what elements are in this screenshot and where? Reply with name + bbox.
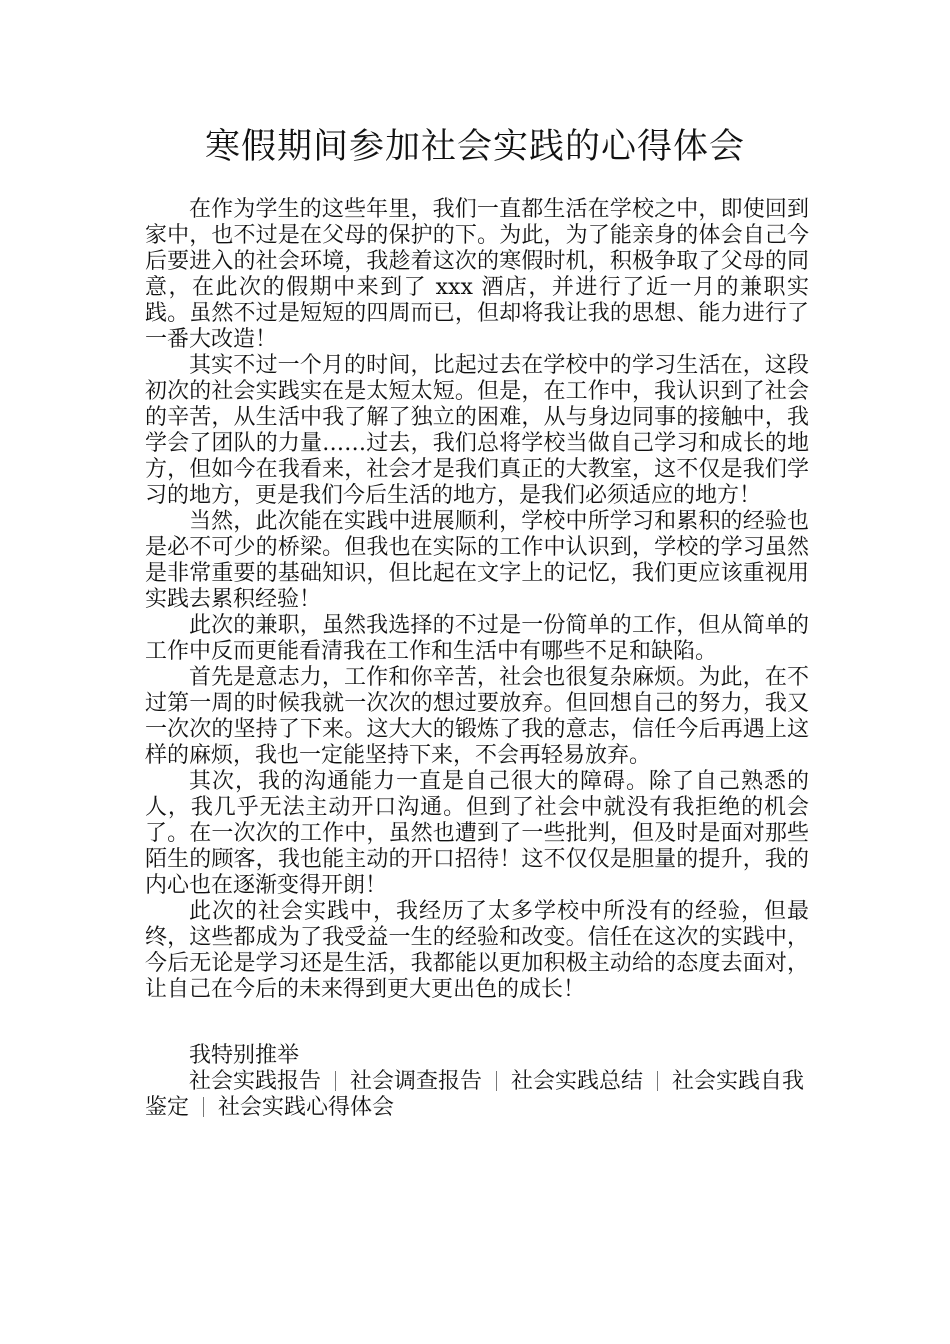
link-social-practice-reflections[interactable]: 社会实践心得体会 <box>218 1095 395 1120</box>
link-separator <box>657 1071 658 1091</box>
paragraph: 此次的社会实践中，我经历了太多学校中所没有的经验，但最终，这些都成为了我受益一生的经验和改变。信任在这次的实践中，今后无论是学习还是生活，我都能以更加积极主动给的态度去面对，让自己在今后的未来得到更大更出色的成长！ <box>145 899 809 1002</box>
document-title: 寒假期间参加社会实践的心得体会 <box>204 127 745 167</box>
link-separator <box>496 1071 497 1091</box>
recommend-label: 我特别推举 <box>189 1043 300 1068</box>
link-social-practice-self-appraisal[interactable]: 社会实践自我鉴定 <box>145 1069 805 1120</box>
document-body <box>145 197 809 1003</box>
paragraph: 在作为学生的这些年里，我们一直都生活在学校之中，即使回到家中，也不过是在父母的保护的下。为此，为了能亲身的体会自己今后要进入的社会环境，我趁着这次的寒假时机，积极争取了父母的同意，在此次的假期中来到了 xxx 酒店，并进行了近一月的兼职实践。虽然不过是短短的四周而已，但却将我让我的思想、能力进行了一番大改造！ <box>145 197 809 352</box>
recommend-section <box>145 1043 809 1121</box>
paragraph: 首先是意志力，工作和你辛苦，社会也很复杂麻烦。为此，在不过第一周的时候我就一次次的想过要放弃。但回想自己的努力，我又一次次的坚持了下来。这大大的锻炼了我的意志，信任今后再遇上这样的麻烦，我也一定能坚持下来，不会再轻易放弃。 <box>145 665 809 768</box>
recommend-links <box>145 1069 809 1121</box>
link-separator <box>203 1097 204 1117</box>
paragraph: 此次的兼职，虽然我选择的不过是一份简单的工作，但从简单的工作中反而更能看清我在工作和生活中有哪些不足和缺陷。 <box>145 613 809 664</box>
link-separator <box>335 1071 336 1091</box>
paragraph: 当然，此次能在实践中进展顺利，学校中所学习和累积的经验也是必不可少的桥梁。但我也在实际的工作中认识到，学校的学习虽然是非常重要的基础知识，但比起在文字上的记忆，我们更应该重视用实践去累积经验！ <box>145 509 809 612</box>
link-social-survey-report[interactable]: 社会调查报告 <box>350 1069 483 1094</box>
paragraph: 其次，我的沟通能力一直是自己很大的障碍。除了自己熟悉的人，我几乎无法主动开口沟通。但到了社会中就没有我拒绝的机会了。在一次次的工作中，虽然也遭到了一些批判，但及时是面对那些陌生的顾客，我也能主动的开口招待！这不仅仅是胆量的提升，我的内心也在逐渐变得开朗！ <box>145 769 809 898</box>
link-social-practice-report[interactable]: 社会实践报告 <box>189 1069 322 1094</box>
link-social-practice-summary[interactable]: 社会实践总结 <box>511 1069 644 1094</box>
paragraph: 其实不过一个月的时间，比起过去在学校中的学习生活在，这段初次的社会实践实在是太短太短。但是，在工作中，我认识到了社会的辛苦，从生活中我了解了独立的困难，从与身边同事的接触中，我学会了团队的力量……过去，我们总将学校当做自己学习和成长的地方，但如今在我看来，社会才是我们真正的大教室，这不仅是我们学习的地方，更是我们今后生活的地方，是我们必须适应的地方！ <box>145 353 809 508</box>
